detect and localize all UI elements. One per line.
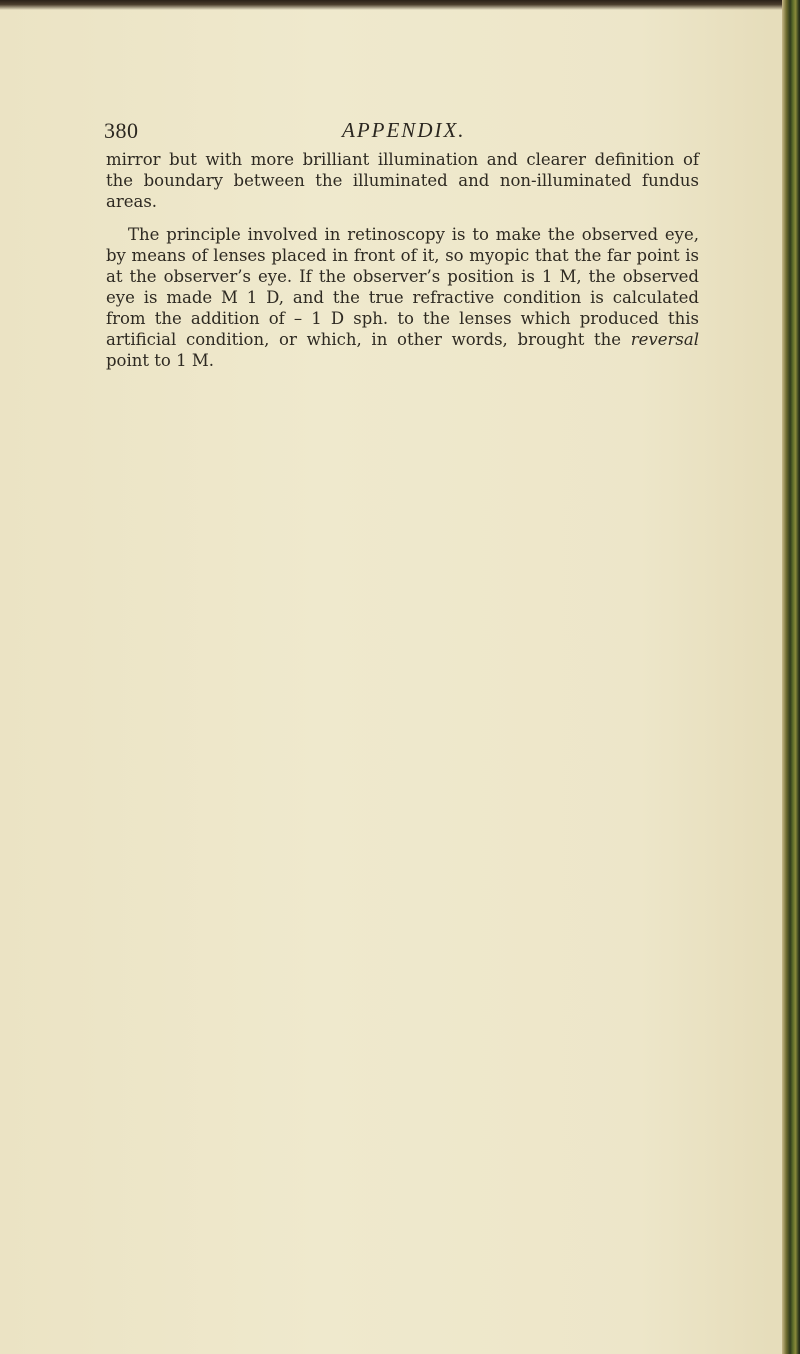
paragraph-2 (106, 224, 699, 371)
italic-term-reversal: reversal (630, 330, 699, 349)
page-number: 380 (104, 118, 139, 143)
paragraph-2-text-start: The principle involved in retinoscopy is to make the observed eye, by means of lenses placed in front of it, so myopic that the far point is at the observer’s eye. If the observer’s position is 1 M, the observed eye is made M 1 D, and the true refractive condition is calculated from the addition of – 1 D sph. to the lenses which produced this artificial condition, or which, in other words, brought the (106, 225, 699, 349)
book-spine-edge (782, 0, 800, 1354)
page-top-edge (0, 0, 800, 10)
running-head (104, 118, 724, 146)
paragraph-1: mirror but with more brilliant illumination and clearer definition of the boundary between the illuminated and non-illuminated fundus areas. (106, 150, 699, 211)
paragraph-2-text-end: point to 1 M. (106, 351, 214, 370)
body-text (106, 149, 699, 371)
running-title: APPENDIX. (342, 118, 466, 142)
